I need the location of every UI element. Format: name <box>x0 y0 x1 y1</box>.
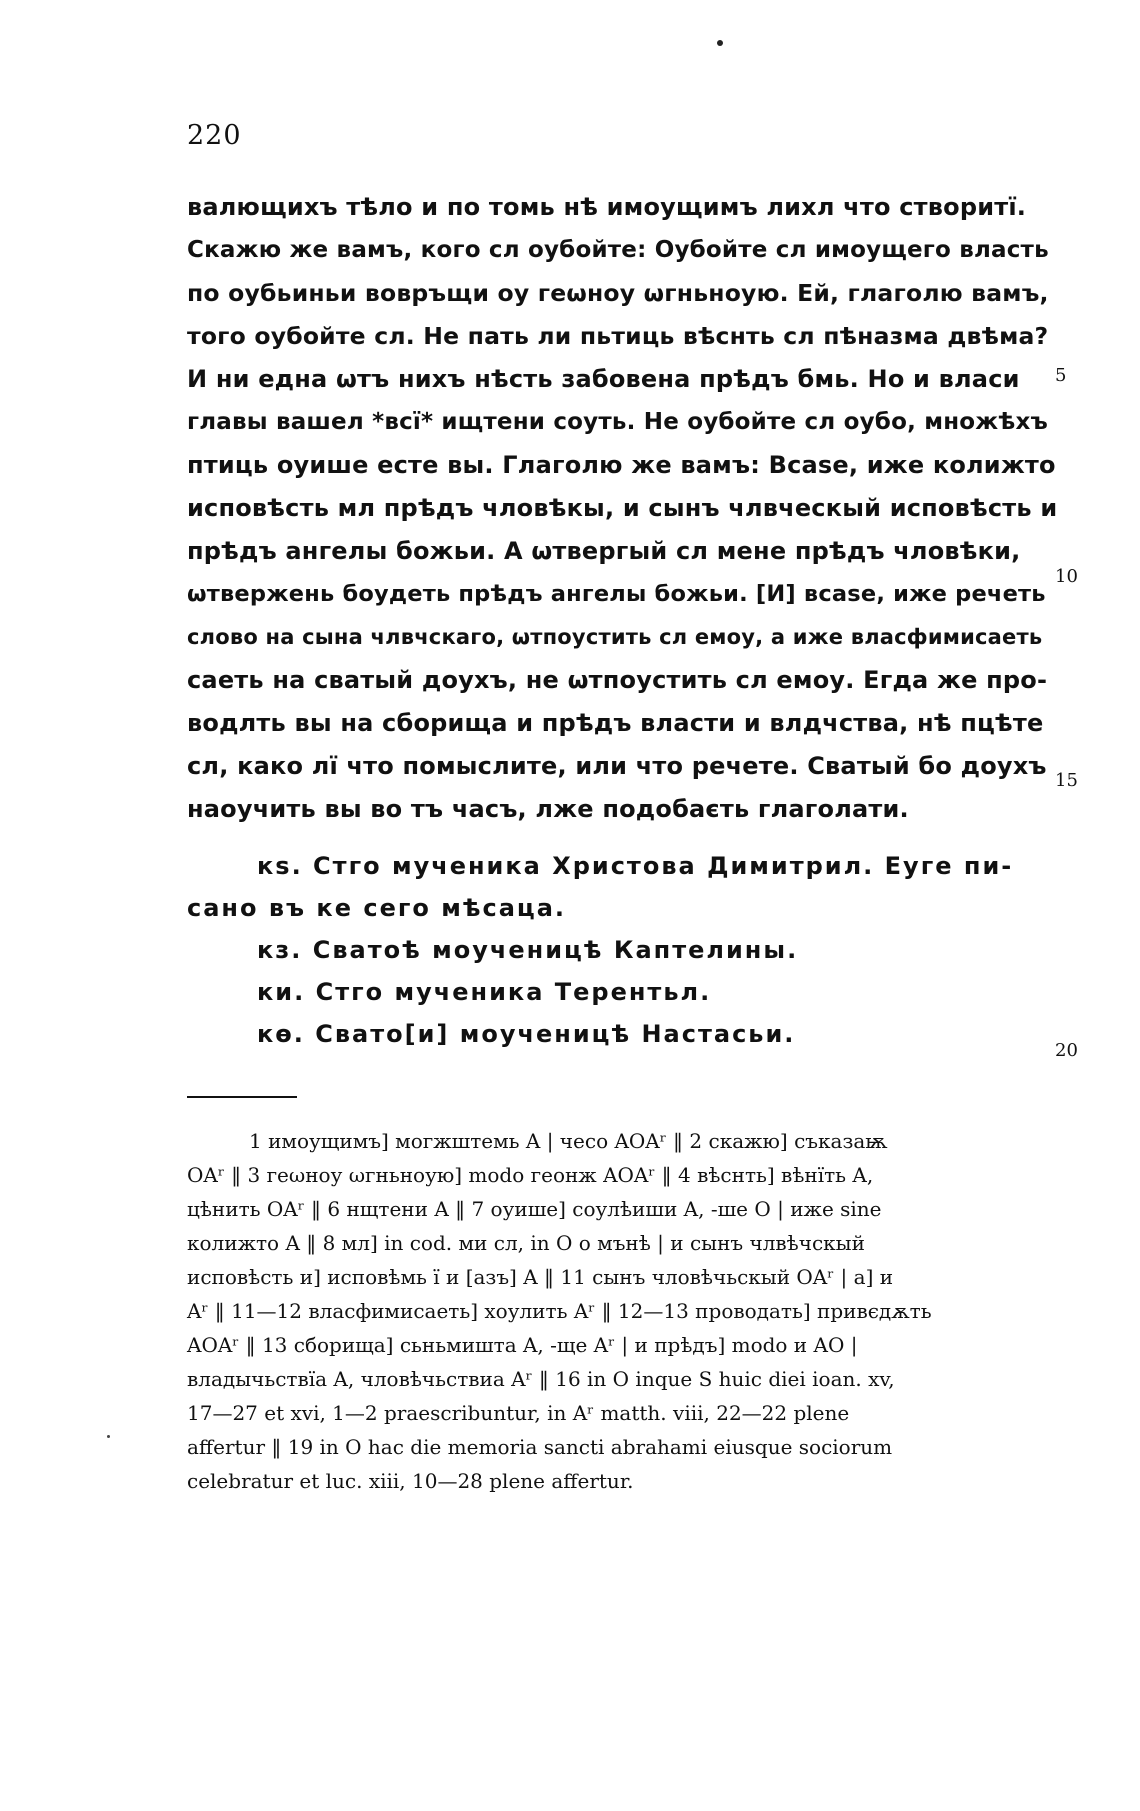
text-line: сaеть на сватый доухъ, не ωтпоустить сл емоу. Егда же про- <box>187 666 1048 694</box>
text-line: валющихъ тѣло и по томь нѣ имоущимъ лихл что створитї. <box>187 193 1027 221</box>
footnote-divider <box>187 1096 297 1098</box>
note-line: 17—27 et xvi, 1—2 praescribuntur, in Aʳ matth. viii, 22—22 plene <box>187 1401 850 1425</box>
note-line: 1 имоущимъ] могжштемь A | чесо AOAʳ ‖ 2 скажю] съказаѭ <box>249 1129 888 1153</box>
entry-line: сано въ ке сего мѣсаца. <box>187 894 567 922</box>
ink-speck <box>107 1435 110 1438</box>
note-line: affertur ‖ 19 in O hac die memoria sancti abrahami eiusque sociorum <box>187 1435 893 1459</box>
text-line: наоучить вы во тъ часъ, лже подобаєть глаголати. <box>187 795 909 823</box>
text-line: прѣдъ ангелы божьи. А ωтвергый сл мене прѣдъ чловѣки, <box>187 537 1021 565</box>
ink-dot <box>717 40 723 46</box>
note-line: OAʳ ‖ 3 геωноу ωгньноую] modo геонж AOAʳ ‖ 4 вѣснть] вѣнїть A, <box>187 1163 874 1187</box>
text-line: главы вашел *всї* ищтени соуть. Не оубойте сл оубо, множѣхъ <box>187 409 1049 435</box>
line-number-5: 5 <box>1055 365 1067 386</box>
entry-line: кѕ. Стго мученика Христова Димитрил. Еуге пи- <box>257 852 1014 880</box>
text-line: И ни една ωтъ нихъ нѣсть забовена прѣдъ бмь. Но и власи <box>187 365 1020 393</box>
note-line: владычьствїа A, чловѣчьствиа Aʳ ‖ 16 in O inque S huic diei ioan. xv, <box>187 1367 895 1391</box>
text-line: сл, како лї что помыслите, или что речете. Сватый бо доухъ <box>187 752 1047 780</box>
note-line: Aʳ ‖ 11—12 власфимисаеть] хоулить Aʳ ‖ 12—13 проводать] привєдѫть <box>187 1299 932 1323</box>
calendar-entries <box>187 845 1057 1055</box>
note-line: цѣнить OAʳ ‖ 6 нщтени A ‖ 7 оуише] соулѣиши A, -ше O | иже sine <box>187 1197 882 1221</box>
text-line: по оубьиньи вовръщи оу геωноу ωгньноую. Ей, глаголю вамъ, <box>187 279 1049 307</box>
line-number-20: 20 <box>1055 1040 1078 1061</box>
text-line: водлть вы на сборища и прѣдъ власти и влдчства, нѣ пцѣте <box>187 709 1044 737</box>
note-line: колижто A ‖ 8 мл] in cod. ми сл, in O о мънѣ | и сынъ члвѣчскый <box>187 1231 865 1255</box>
page-number: 220 <box>187 120 242 151</box>
note-line: celebratur et luc. xiii, 10—28 plene affertur. <box>187 1469 634 1493</box>
main-text-block <box>187 186 1057 831</box>
text-line: исповѣсть мл прѣдъ чловѣкы, и сынъ члвческый исповѣсть и <box>187 494 1058 522</box>
entry-line: ки. Стго мученика Терентьл. <box>257 978 712 1006</box>
entry-line: кѳ. Свато[и] моученицѣ Настасьи. <box>257 1020 796 1048</box>
note-line: AOAʳ ‖ 13 сборища] сьньмишта A, -ще Aʳ | и прѣдъ] modo и AO | <box>187 1333 858 1357</box>
note-line: исповѣсть и] исповѣмь ї и [азъ] A ‖ 11 сынъ чловѣчьскый OAʳ | а] и <box>187 1265 894 1289</box>
entry-line: кз. Сватоѣ моученицѣ Каптелины. <box>257 936 799 964</box>
text-line: ωтвержень боудеть прѣдъ ангелы божьи. [И] вcase, иже речеть <box>187 581 1046 607</box>
text-line: Скажю же вамъ, кого сл оубойте: Оубойте сл имоущего власть <box>187 237 1049 263</box>
line-number-15: 15 <box>1055 770 1078 791</box>
text-line: слово на сына члвчскаго, ωтпоустить сл емоу, а иже власфимисаеть <box>187 625 1043 649</box>
apparatus-notes <box>187 1124 1057 1498</box>
text-line: птиць оуише есте вы. Глаголю же вамъ: Вcase, иже колижто <box>187 451 1056 479</box>
line-number-10: 10 <box>1055 566 1078 587</box>
text-line: того оубойте сл. Не пать ли пьтиць вѣснть сл пѣназма двѣма? <box>187 322 1049 350</box>
